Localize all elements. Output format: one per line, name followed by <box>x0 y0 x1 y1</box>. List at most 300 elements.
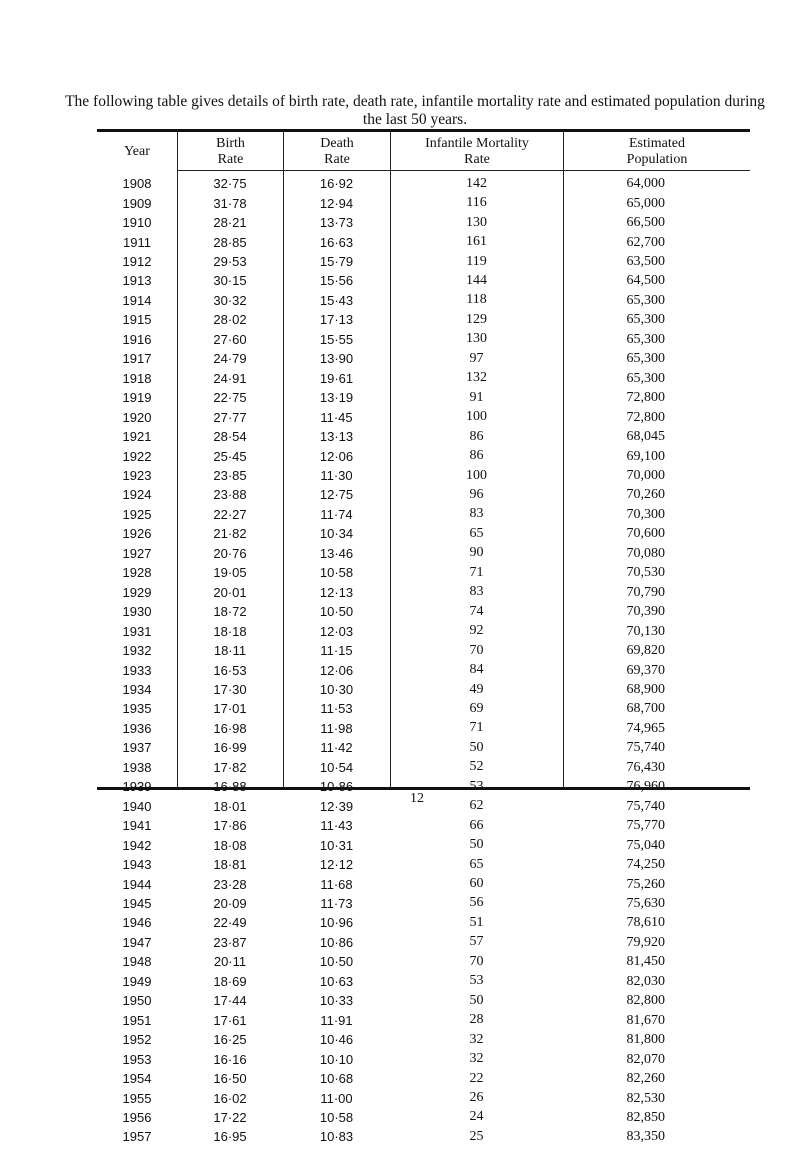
infant-mortality-cell: 53 <box>469 973 484 989</box>
population-cell <box>563 913 750 932</box>
table-row <box>97 330 750 349</box>
year-cell: 1925 <box>122 506 152 522</box>
birth-rate-cell: 19·05 <box>213 565 247 581</box>
year-cell: 1951 <box>122 1012 152 1028</box>
infant-mortality-cell: 74 <box>469 603 484 619</box>
birth-rate-cell: 18·72 <box>213 604 247 620</box>
birth-rate-cell: 16·53 <box>213 662 247 678</box>
population-cell <box>563 252 750 271</box>
table-row <box>97 466 750 485</box>
population-cell <box>563 524 750 543</box>
year-cell: 1915 <box>122 312 152 328</box>
population-value: 70,130 <box>626 623 665 639</box>
infant-mortality-cell: 119 <box>466 253 487 269</box>
death-rate-cell: 15·55 <box>319 331 354 347</box>
birth-rate-cell: 20·76 <box>213 545 247 561</box>
year-cell: 1952 <box>122 1032 152 1048</box>
population-cell <box>563 330 750 349</box>
infant-mortality-cell: 142 <box>466 175 487 191</box>
population-cell <box>563 544 750 563</box>
death-rate-cell: 16·63 <box>319 234 354 250</box>
death-rate-cell: 11·53 <box>320 701 353 717</box>
header-death-rate: Death Rate <box>320 136 354 167</box>
year-cell: 1937 <box>122 740 152 756</box>
population-cell <box>563 738 750 757</box>
year-cell: 1936 <box>122 720 152 736</box>
population-value: 75,740 <box>626 740 665 756</box>
birth-rate-cell: 17·61 <box>213 1012 247 1028</box>
birth-rate-cell: 29·53 <box>213 254 247 270</box>
table-row <box>97 485 750 504</box>
birth-rate-cell: 23·88 <box>213 487 247 503</box>
population-cell <box>563 816 750 835</box>
death-rate-cell: 12·06 <box>319 662 354 678</box>
death-rate-cell: 13·19 <box>319 390 354 406</box>
year-cell: 1933 <box>122 662 152 678</box>
year-cell: 1913 <box>122 273 152 289</box>
birth-rate-cell: 31·78 <box>213 195 247 211</box>
population-cell <box>563 719 750 738</box>
year-cell: 1918 <box>122 370 152 386</box>
infant-mortality-cell: 92 <box>469 623 484 639</box>
year-cell: 1928 <box>122 565 152 581</box>
population-value: 72,800 <box>626 390 665 406</box>
birth-rate-cell: 20·11 <box>213 954 247 970</box>
table-row <box>97 913 750 932</box>
birth-rate-cell: 16·02 <box>213 1090 247 1106</box>
population-cell <box>563 1030 750 1049</box>
table-row <box>97 544 750 563</box>
birth-rate-cell: 23·85 <box>213 468 247 484</box>
year-cell: 1941 <box>122 818 152 834</box>
population-value: 82,800 <box>626 993 665 1009</box>
table-row <box>97 933 750 952</box>
table-row <box>97 583 750 602</box>
infant-mortality-cell: 100 <box>466 467 487 483</box>
infant-mortality-cell: 130 <box>466 331 487 347</box>
table-row <box>97 699 750 718</box>
death-rate-cell: 12·94 <box>319 195 354 211</box>
infant-mortality-cell: 83 <box>469 506 484 522</box>
infant-mortality-cell: 71 <box>469 720 484 736</box>
birth-rate-cell: 28·54 <box>213 429 247 445</box>
population-value: 70,260 <box>626 487 665 503</box>
population-value: 81,450 <box>626 954 665 970</box>
birth-rate-cell: 30·32 <box>213 292 247 308</box>
infant-mortality-cell: 86 <box>469 428 484 444</box>
birth-rate-cell: 28·02 <box>213 312 247 328</box>
population-value: 82,530 <box>626 1090 665 1106</box>
population-value: 70,000 <box>626 468 665 484</box>
population-cell <box>563 446 750 465</box>
table-row <box>97 1049 750 1068</box>
population-cell <box>563 991 750 1010</box>
death-rate-cell: 10·33 <box>319 993 354 1009</box>
table-row <box>97 524 750 543</box>
population-cell <box>563 699 750 718</box>
population-value: 70,080 <box>626 545 665 561</box>
population-cell <box>563 1049 750 1068</box>
table-row <box>97 1088 750 1107</box>
population-value: 65,300 <box>626 292 665 308</box>
population-value: 69,100 <box>626 448 665 464</box>
year-cell: 1914 <box>122 292 152 308</box>
death-rate-cell: 11·98 <box>320 720 353 736</box>
birth-rate-cell: 17·86 <box>213 818 247 834</box>
population-cell <box>563 680 750 699</box>
year-cell: 1946 <box>122 915 152 931</box>
population-cell <box>563 193 750 212</box>
year-cell: 1931 <box>122 623 152 639</box>
death-rate-cell: 15·43 <box>319 292 354 308</box>
infant-mortality-cell: 100 <box>466 409 487 425</box>
table-row <box>97 291 750 310</box>
population-cell <box>563 310 750 329</box>
year-cell: 1920 <box>122 409 152 425</box>
infant-mortality-cell: 71 <box>469 564 484 580</box>
population-value: 74,250 <box>626 857 665 873</box>
year-cell: 1910 <box>122 215 152 231</box>
table-row <box>97 816 750 835</box>
table-row <box>97 1010 750 1029</box>
population-value: 70,300 <box>626 506 665 522</box>
population-value: 68,045 <box>626 429 665 445</box>
year-cell: 1929 <box>122 584 152 600</box>
infant-mortality-cell: 60 <box>469 876 484 892</box>
death-rate-cell: 10·58 <box>319 1109 354 1125</box>
birth-rate-cell: 24·79 <box>213 351 247 367</box>
population-cell <box>563 213 750 232</box>
birth-rate-cell: 20·01 <box>213 584 247 600</box>
death-rate-cell: 12·03 <box>319 623 354 639</box>
population-value: 81,800 <box>626 1032 665 1048</box>
population-cell <box>563 1127 750 1146</box>
infant-mortality-cell: 129 <box>466 311 487 327</box>
birth-rate-cell: 25·45 <box>213 448 247 464</box>
birth-rate-cell: 16·99 <box>213 740 247 756</box>
population-cell <box>563 835 750 854</box>
infant-mortality-cell: 25 <box>469 1128 484 1144</box>
birth-rate-cell: 17·22 <box>213 1109 247 1125</box>
infant-mortality-cell: 56 <box>469 895 484 911</box>
year-cell: 1917 <box>122 351 152 367</box>
birth-rate-cell: 23·28 <box>213 876 247 892</box>
population-value: 70,600 <box>626 526 665 542</box>
header-year: Year <box>124 144 150 159</box>
death-rate-cell: 16·92 <box>319 176 354 192</box>
infant-mortality-cell: 57 <box>469 934 484 950</box>
birth-rate-cell: 22·75 <box>213 390 247 406</box>
birth-rate-cell: 28·85 <box>213 234 247 250</box>
population-cell <box>563 174 750 193</box>
population-cell <box>563 388 750 407</box>
population-value: 68,900 <box>626 682 665 697</box>
death-rate-cell: 10·86 <box>319 934 354 950</box>
table-row <box>97 446 750 465</box>
birth-rate-cell: 28·21 <box>213 215 247 231</box>
death-rate-cell: 10·50 <box>319 954 354 970</box>
header-underline <box>284 170 390 171</box>
population-cell <box>563 485 750 504</box>
population-cell <box>563 1010 750 1029</box>
infant-mortality-cell: 86 <box>469 448 484 464</box>
year-cell: 1908 <box>122 176 152 192</box>
death-rate-cell: 15·56 <box>319 273 354 289</box>
population-cell <box>563 855 750 874</box>
death-rate-cell: 10·58 <box>319 565 354 581</box>
death-rate-cell: 11·30 <box>320 468 353 484</box>
population-value: 79,920 <box>626 934 665 950</box>
population-cell <box>563 271 750 290</box>
header-underline <box>178 170 283 171</box>
table-row <box>97 407 750 426</box>
population-value: 82,260 <box>626 1071 665 1087</box>
year-cell: 1912 <box>122 254 152 270</box>
population-value: 65,300 <box>626 370 665 386</box>
population-cell <box>563 1069 750 1088</box>
year-cell: 1934 <box>122 682 152 697</box>
table-top-rule <box>97 129 750 132</box>
year-cell: 1909 <box>122 195 152 211</box>
infant-mortality-cell: 62 <box>469 798 484 814</box>
population-cell <box>563 952 750 971</box>
year-cell: 1944 <box>122 876 152 892</box>
year-cell: 1919 <box>122 390 152 406</box>
infant-mortality-cell: 130 <box>466 214 487 230</box>
header-underline <box>564 170 750 171</box>
infant-mortality-cell: 69 <box>469 700 484 716</box>
population-cell <box>563 349 750 368</box>
population-value: 69,820 <box>626 643 665 659</box>
table-row <box>97 193 750 212</box>
population-value: 82,850 <box>626 1109 665 1125</box>
population-value: 64,000 <box>626 176 665 192</box>
birth-rate-cell: 22·49 <box>213 915 247 931</box>
death-rate-cell: 11·74 <box>320 506 353 522</box>
table-body <box>97 174 750 1147</box>
year-cell: 1953 <box>122 1051 152 1067</box>
table-row <box>97 310 750 329</box>
death-rate-cell: 15·79 <box>319 254 354 270</box>
birth-rate-cell: 32·75 <box>213 176 247 192</box>
birth-rate-cell: 18·11 <box>213 643 247 659</box>
birth-rate-cell: 22·27 <box>213 506 247 522</box>
year-cell: 1935 <box>122 701 152 717</box>
birth-rate-cell: 16·25 <box>213 1032 247 1048</box>
death-rate-cell: 11·42 <box>320 740 353 756</box>
table-row <box>97 349 750 368</box>
population-cell <box>563 369 750 388</box>
infant-mortality-cell: 83 <box>469 584 484 600</box>
population-cell <box>563 1108 750 1127</box>
population-value: 64,500 <box>626 273 665 289</box>
birth-rate-cell: 23·87 <box>213 934 247 950</box>
death-rate-cell: 11·73 <box>320 895 353 911</box>
population-value: 75,630 <box>626 895 665 911</box>
header-population: Estimated Population <box>626 136 688 167</box>
table-row <box>97 972 750 991</box>
infant-mortality-cell: 65 <box>469 525 484 541</box>
infant-mortality-cell: 84 <box>469 662 484 678</box>
population-cell <box>563 232 750 251</box>
infant-mortality-cell: 97 <box>469 350 484 366</box>
population-value: 69,370 <box>626 662 665 678</box>
death-rate-cell: 11·00 <box>320 1090 353 1106</box>
page-number: 12 <box>410 791 424 806</box>
death-rate-cell: 11·43 <box>320 818 353 834</box>
death-rate-cell: 10·68 <box>319 1071 354 1087</box>
birth-rate-cell: 27·77 <box>213 409 247 425</box>
population-cell <box>563 407 750 426</box>
birth-rate-cell: 17·82 <box>213 759 247 775</box>
year-cell: 1948 <box>122 954 152 970</box>
year-cell: 1957 <box>122 1129 152 1145</box>
year-cell: 1930 <box>122 604 152 620</box>
header-infant-mortality: Infantile Mortality Rate <box>425 136 529 167</box>
table-row <box>97 369 750 388</box>
population-value: 70,530 <box>626 565 665 581</box>
infant-mortality-cell: 51 <box>469 914 484 930</box>
death-rate-cell: 11·91 <box>320 1012 353 1028</box>
table-row <box>97 602 750 621</box>
table-row <box>97 621 750 640</box>
header-underline <box>391 170 563 171</box>
table-row <box>97 427 750 446</box>
table-row <box>97 271 750 290</box>
table-row <box>97 952 750 971</box>
table-row <box>97 388 750 407</box>
year-cell: 1927 <box>122 545 152 561</box>
population-value: 63,500 <box>626 254 665 270</box>
birth-rate-cell: 24·91 <box>213 370 247 386</box>
table-row <box>97 1030 750 1049</box>
population-value: 78,610 <box>626 915 665 931</box>
death-rate-cell: 10·83 <box>319 1129 354 1145</box>
birth-rate-cell: 18·01 <box>213 798 247 814</box>
header-birth-rate: Birth Rate <box>216 136 245 167</box>
infant-mortality-cell: 91 <box>469 389 484 405</box>
table-row <box>97 563 750 582</box>
birth-rate-cell: 30·15 <box>213 273 247 289</box>
infant-mortality-cell: 50 <box>469 837 484 853</box>
population-cell <box>563 466 750 485</box>
table-row <box>97 213 750 232</box>
table-row <box>97 252 750 271</box>
death-rate-cell: 10·30 <box>319 682 354 697</box>
population-cell <box>563 758 750 777</box>
death-rate-cell: 11·68 <box>320 876 353 892</box>
vital-statistics-table <box>97 174 750 1147</box>
population-value: 75,770 <box>626 818 665 834</box>
infant-mortality-cell: 161 <box>466 234 487 250</box>
population-cell <box>563 874 750 893</box>
infant-mortality-cell: 24 <box>469 1109 484 1125</box>
year-cell: 1924 <box>122 487 152 503</box>
birth-rate-cell: 17·44 <box>213 993 247 1009</box>
death-rate-cell: 10·34 <box>319 526 354 542</box>
infant-mortality-cell: 116 <box>466 195 487 211</box>
population-value: 68,700 <box>626 701 665 717</box>
death-rate-cell: 12·13 <box>319 584 354 600</box>
year-cell: 1954 <box>122 1071 152 1087</box>
table-row <box>97 894 750 913</box>
year-cell: 1940 <box>122 798 152 814</box>
year-cell: 1949 <box>122 973 152 989</box>
death-rate-cell: 13·73 <box>319 215 354 231</box>
infant-mortality-cell: 90 <box>469 545 484 561</box>
year-cell: 1942 <box>122 837 152 853</box>
infant-mortality-cell: 50 <box>469 992 484 1008</box>
population-cell <box>563 660 750 679</box>
population-value: 74,965 <box>626 720 665 736</box>
population-cell <box>563 972 750 991</box>
population-cell <box>563 1088 750 1107</box>
infant-mortality-cell: 49 <box>469 681 484 697</box>
population-cell <box>563 563 750 582</box>
year-cell: 1932 <box>122 643 152 659</box>
table-row <box>97 758 750 777</box>
table-row <box>97 505 750 524</box>
infant-mortality-cell: 26 <box>469 1090 484 1106</box>
year-cell: 1923 <box>122 468 152 484</box>
death-rate-cell: 13·13 <box>319 429 354 445</box>
population-value: 65,300 <box>626 312 665 328</box>
year-cell: 1938 <box>122 759 152 775</box>
population-value: 82,070 <box>626 1051 665 1067</box>
population-cell <box>563 621 750 640</box>
death-rate-cell: 12·75 <box>319 487 354 503</box>
population-value: 62,700 <box>626 234 665 250</box>
table-row <box>97 719 750 738</box>
death-rate-cell: 10·10 <box>319 1051 354 1067</box>
infant-mortality-cell: 132 <box>466 370 487 386</box>
death-rate-cell: 13·90 <box>319 351 354 367</box>
table-row <box>97 1069 750 1088</box>
infant-mortality-cell: 52 <box>469 759 484 775</box>
birth-rate-cell: 17·30 <box>213 682 247 697</box>
year-cell: 1955 <box>122 1090 152 1106</box>
infant-mortality-cell: 118 <box>466 292 487 308</box>
infant-mortality-cell: 28 <box>469 1012 484 1028</box>
population-value: 83,350 <box>626 1129 665 1145</box>
table-row <box>97 855 750 874</box>
table-row <box>97 874 750 893</box>
birth-rate-cell: 18·08 <box>213 837 247 853</box>
year-cell: 1943 <box>122 857 152 873</box>
year-cell: 1922 <box>122 448 152 464</box>
table-row <box>97 1108 750 1127</box>
year-cell: 1916 <box>122 331 152 347</box>
death-rate-cell: 10·63 <box>319 973 354 989</box>
infant-mortality-cell: 50 <box>469 739 484 755</box>
birth-rate-cell: 18·18 <box>213 623 247 639</box>
death-rate-cell: 12·06 <box>319 448 354 464</box>
table-row <box>97 680 750 699</box>
population-cell <box>563 797 750 816</box>
year-cell: 1950 <box>122 993 152 1009</box>
death-rate-cell: 12·39 <box>319 798 354 814</box>
death-rate-cell: 11·45 <box>320 409 353 425</box>
population-value: 75,040 <box>626 837 665 853</box>
infant-mortality-cell: 65 <box>469 856 484 872</box>
intro-text: The following table gives details of birth rate, death rate, infantile mortality rate and estimated population during the last 50 years. <box>65 93 765 128</box>
population-value: 66,500 <box>626 215 665 231</box>
death-rate-cell: 11·15 <box>320 643 353 659</box>
birth-rate-cell: 16·50 <box>213 1071 247 1087</box>
birth-rate-cell: 27·60 <box>213 331 247 347</box>
birth-rate-cell: 18·81 <box>213 857 247 873</box>
year-cell: 1947 <box>122 934 152 950</box>
